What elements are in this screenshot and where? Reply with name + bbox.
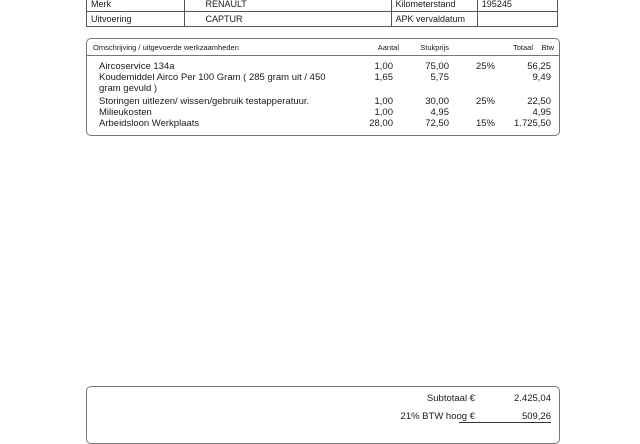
line-quantity: 1,65 bbox=[374, 72, 393, 83]
vat-high-value: 509,26 bbox=[521, 411, 551, 422]
line-vat: 25% bbox=[475, 96, 495, 107]
line-quantity: 1,00 bbox=[374, 96, 393, 107]
line-item bbox=[87, 72, 559, 94]
subtotal-value: 2.425,04 bbox=[514, 393, 551, 404]
uitvoering-label: Uitvoering bbox=[87, 12, 185, 27]
line-total: 9,49 bbox=[532, 72, 551, 83]
line-unit-price: 72,50 bbox=[425, 118, 449, 129]
header-quantity: Aantal bbox=[377, 43, 399, 52]
line-unit-price: 75,00 bbox=[425, 61, 449, 72]
header-total: Totaal bbox=[512, 43, 533, 52]
invoice-lines bbox=[86, 38, 560, 136]
merk-label: Merk bbox=[87, 0, 185, 12]
line-quantity: 1,00 bbox=[374, 61, 393, 72]
line-description: Milieukosten bbox=[99, 107, 152, 118]
uitvoering-value: CAPTUR bbox=[185, 12, 391, 27]
line-quantity: 1,00 bbox=[374, 107, 393, 118]
line-item bbox=[87, 96, 559, 107]
merk-value: RENAULT bbox=[185, 0, 391, 12]
km-label: Kilometerstand bbox=[391, 0, 477, 12]
header-unit-price: Stukprijs bbox=[420, 43, 449, 52]
subtotal-label: Subtotaal € bbox=[426, 393, 475, 404]
line-description: Koudemiddel Airco Per 100 Gram ( 285 gram uit / 450 bbox=[99, 72, 326, 83]
line-item bbox=[87, 61, 559, 72]
line-description: Aircoservice 134a bbox=[99, 61, 175, 72]
line-description: Arbeidsloon Werkplaats bbox=[99, 118, 200, 129]
totals-box bbox=[86, 386, 560, 444]
line-total: 1.725,50 bbox=[514, 118, 551, 129]
vehicle-row-uitvoering bbox=[87, 12, 558, 27]
line-vat: 15% bbox=[475, 118, 495, 129]
line-item bbox=[87, 107, 559, 118]
line-item bbox=[87, 118, 559, 129]
vehicle-info-table bbox=[86, 0, 558, 27]
vat-high-label: 21% BTW hoog € bbox=[400, 411, 475, 422]
line-total: 22,50 bbox=[527, 96, 551, 107]
apk-label: APK vervaldatum bbox=[391, 12, 477, 27]
lines-header bbox=[87, 39, 559, 56]
line-total: 4,95 bbox=[532, 107, 551, 118]
header-vat: Btw bbox=[541, 43, 554, 52]
header-description: Omschrijving / uitgevoerde werkzaamheden bbox=[93, 43, 239, 52]
line-total: 56,25 bbox=[527, 61, 551, 72]
line-unit-price: 4,95 bbox=[430, 107, 449, 118]
apk-value bbox=[477, 12, 557, 27]
line-quantity: 28,00 bbox=[369, 118, 393, 129]
line-unit-price: 5,75 bbox=[430, 72, 449, 83]
line-vat: 25% bbox=[475, 61, 495, 72]
km-value: 195245 bbox=[477, 0, 557, 12]
line-unit-price: 30,00 bbox=[425, 96, 449, 107]
vehicle-row-merk bbox=[87, 0, 558, 12]
line-description: Storingen uitlezen/ wissen/gebruik testapperatuur. bbox=[99, 96, 310, 107]
line-description-continued: gram gevuld ) bbox=[99, 83, 158, 94]
totals-underline bbox=[459, 422, 551, 423]
